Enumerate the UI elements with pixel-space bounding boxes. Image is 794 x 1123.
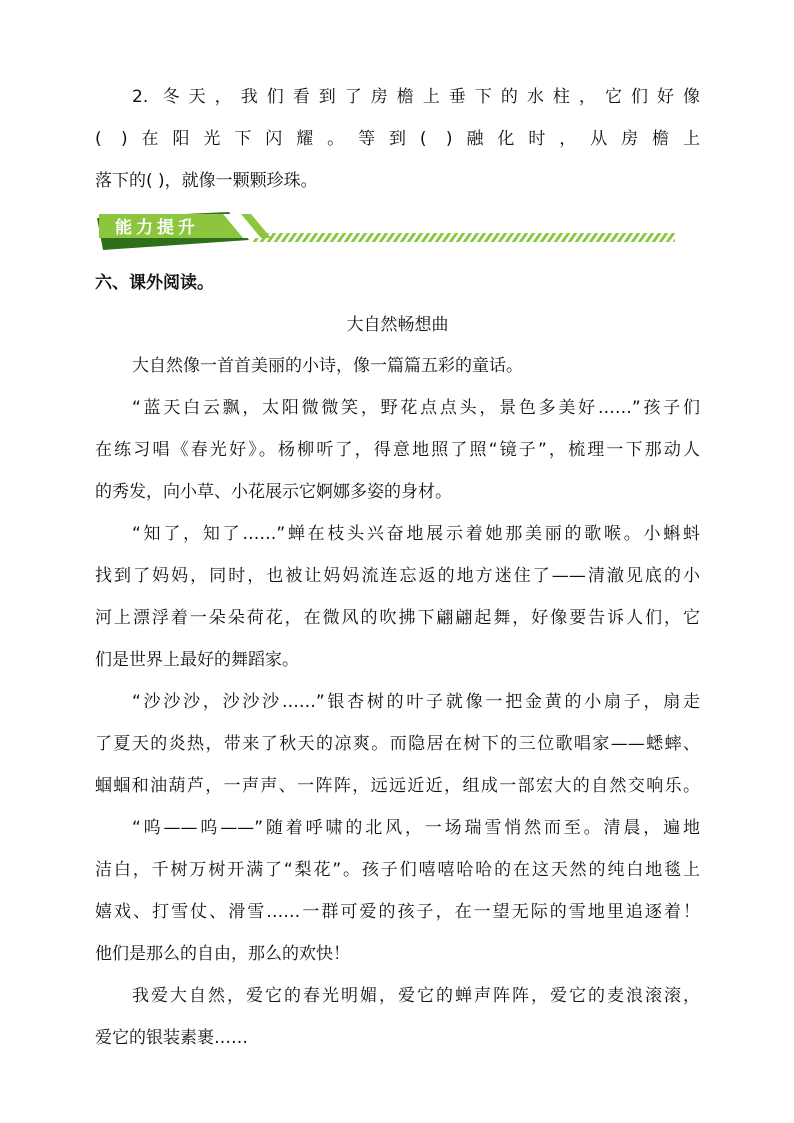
paragraph-1-line-1: 大自然像一首首美丽的小诗，像一篇篇五彩的童话。 (132, 356, 523, 376)
question-2-line-3: 落下的( )，就像一颗颗珍珠。 (95, 171, 318, 191)
paragraph-4-line-3: 蝈蝈和油葫芦，一声声、一阵阵，远远近近，组成一部宏大的自然交响乐。 (95, 776, 700, 796)
article-title: 大自然畅想曲 (346, 315, 449, 335)
banner-label: 能力提升 (115, 218, 199, 238)
paragraph-3-line-1: “知了，知了……”蝉在枝头兴奋地展示着她那美丽的歌喉。小蝌蚪 (132, 524, 700, 544)
question-2-line-2: ( )在阳光下闪耀。等到( )融化时，从房檐上 (95, 129, 700, 149)
paragraph-4-line-2: 了夏天的炎热，带来了秋天的凉爽。而隐居在树下的三位歌唱家——蟋蟀、 (95, 734, 700, 754)
paragraph-2-line-2: 在练习唱《春光好》。杨柳听了，得意地照了照“镜子”，梳理一下那动人 (95, 440, 700, 460)
ability-banner (93, 210, 683, 252)
paragraph-6-line-1: 我爱大自然，爱它的春光明媚，爱它的蝉声阵阵，爱它的麦浪滚滚， (132, 986, 700, 1006)
paragraph-5-line-3: 嬉戏、打雪仗、滑雪……一群可爱的孩子，在一望无际的雪地里追逐着！ (95, 902, 700, 922)
paragraph-3-line-4: 们是世界上最好的舞蹈家。 (95, 650, 299, 670)
paragraph-4-line-1: “沙沙沙，沙沙沙……”银杏树的叶子就像一把金黄的小扇子，扇走 (132, 692, 700, 712)
question-2-line-1: 2. 冬天，我们看到了房檐上垂下的水柱，它们好像 (132, 87, 700, 107)
paragraph-3-line-2: 找到了妈妈，同时，也被让妈妈流连忘返的地方迷住了——清澈见底的小 (95, 566, 700, 586)
paragraph-5-line-2: 洁白，千树万树开满了“梨花”。孩子们嘻嘻哈哈的在这天然的纯白地毯上 (95, 860, 700, 880)
paragraph-3-line-3: 河上漂浮着一朵朵荷花，在微风的吹拂下翩翩起舞，好像要告诉人们，它 (95, 608, 700, 628)
section-heading: 六、课外阅读。 (95, 273, 214, 293)
banner-stripe-bar (253, 233, 675, 242)
banner-graphic (93, 210, 683, 252)
paragraph-5-line-4: 他们是那么的自由，那么的欢快！ (95, 944, 350, 964)
paragraph-5-line-1: “呜——呜——”随着呼啸的北风，一场瑞雪悄然而至。清晨，遍地 (132, 818, 700, 838)
paragraph-2-line-1: “蓝天白云飘，太阳微微笑，野花点点头，景色多美好……”孩子们 (132, 398, 700, 418)
paragraph-2-line-3: 的秀发，向小草、小花展示它婀娜多姿的身材。 (95, 482, 452, 502)
paragraph-6-line-2: 爱它的银装素裹…… (95, 1028, 248, 1048)
